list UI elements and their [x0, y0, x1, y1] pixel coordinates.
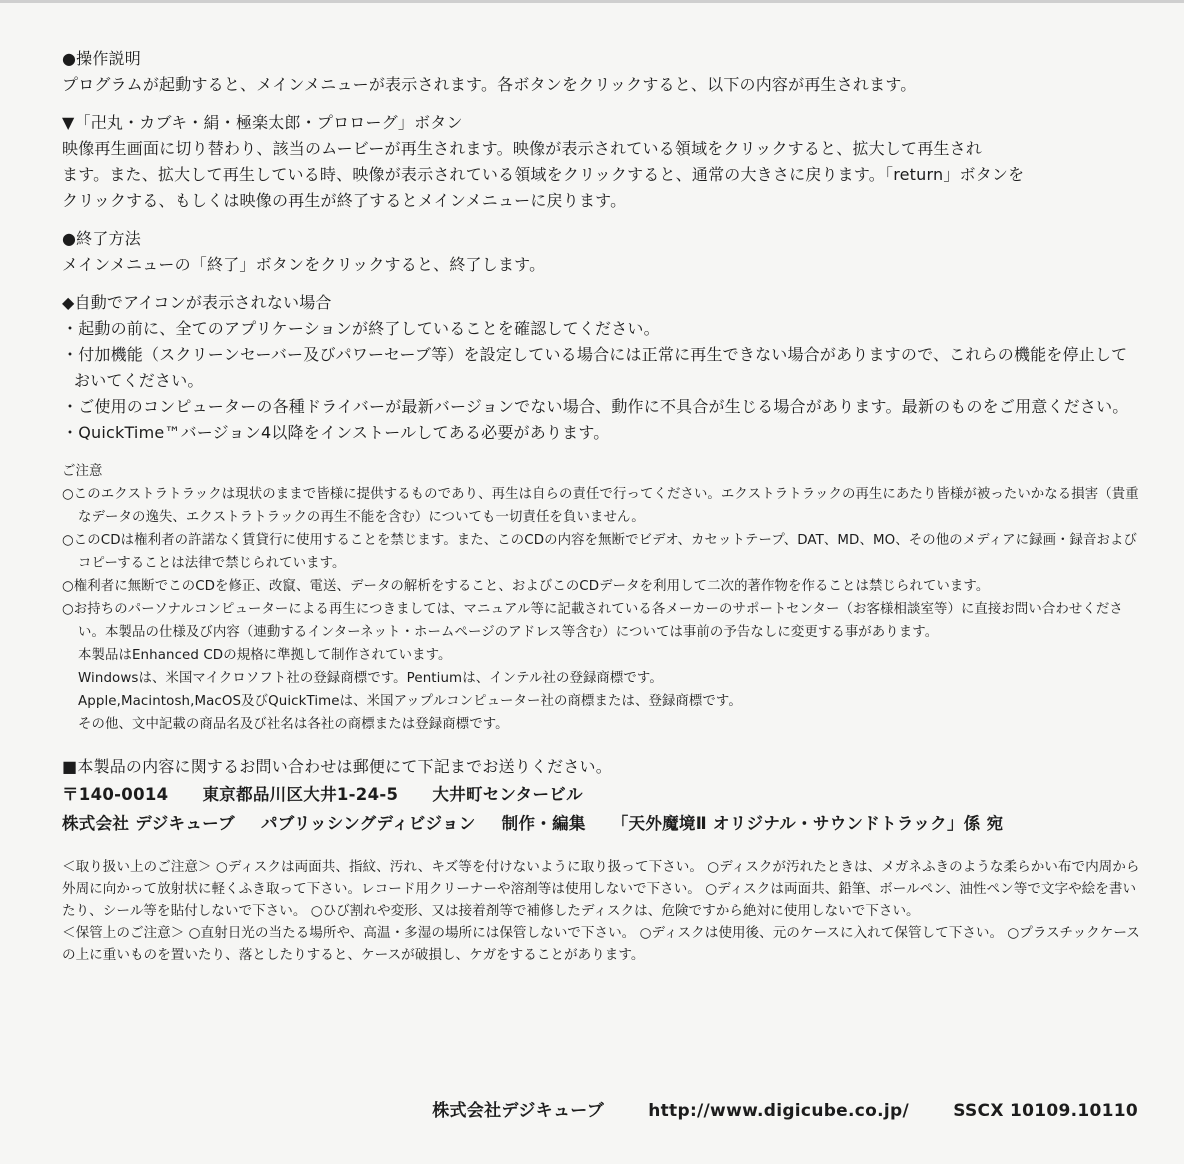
- autorun-item: ・付加機能（スクリーンセーバー及びパワーセーブ等）を設定している場合には正常に再生できない場合がありますので、これらの機能を停止しておいてください。: [62, 345, 1128, 390]
- footer-company: 株式会社デジキューブ: [432, 1101, 604, 1121]
- autorun-item: ・QuickTime™バージョン4以降をインストールしてある必要があります。: [62, 423, 610, 442]
- building-name: 大井町センタービル: [432, 785, 583, 804]
- dept-name: 制作・編集: [501, 814, 586, 833]
- exit-section: [62, 226, 1142, 278]
- scan-top-edge: [0, 0, 1184, 3]
- contact-address-line: [62, 780, 1142, 809]
- notes-item: ○このCDは権利者の許諾なく賃貸行に使用することを禁じます。また、このCDの内容を無断でビデオ、カセットテープ、DAT、MD、MO、その他のメディアに録画・録音およびコピーすることは法律で禁じられています。: [62, 533, 1138, 571]
- storage-notes: ＜保管上のご注意＞ ○直射日光の当たる場所や、高温・多湿の場所には保管しないで下さい。 ○ディスクは使用後、元のケースに入れて保管して下さい。 ○プラスチックケースの上に重いものを置いたり、落としたりすると、ケースが破損し、ケガをすることがあります。: [62, 925, 1140, 963]
- buttons-heading: ▼「卍丸・カブキ・絹・極楽太郎・プロローグ」ボタン: [62, 113, 463, 132]
- contact-heading: ■本製品の内容に関するお問い合わせは郵便にて下記までお送りください。: [62, 757, 612, 776]
- operation-heading: ●操作説明: [62, 49, 141, 68]
- notes-extra-line: Apple,Macintosh,MacOS及びQuickTimeは、米国アップルコンピューター社の商標または、登録商標です。: [78, 694, 742, 709]
- division-name: パブリッシングディビジョン: [260, 814, 476, 833]
- care-section: [62, 856, 1142, 966]
- notes-extra-line: 本製品はEnhanced CDの規格に準拠して制作されています。: [78, 648, 452, 663]
- operation-section: [62, 46, 1142, 98]
- autorun-item: ・起動の前に、全てのアプリケーションが終了していることを確認してください。: [62, 319, 660, 338]
- street-address: 東京都品川区大井1-24-5: [202, 785, 399, 804]
- notes-item: ○お持ちのパーソナルコンピューターによる再生につきましては、マニュアル等に記載されている各メーカーのサポートセンター（お客様相談室等）に直接お問い合わせください。本製品の仕様及び内容（連動するインターネット・ホームページのアドレス等含む）については事前の予告なしに変更する事があります。: [62, 602, 1123, 640]
- notes-heading: ご注意: [62, 464, 103, 479]
- exit-text: メインメニューの「終了」ボタンをクリックすると、終了します。: [62, 255, 546, 274]
- exit-heading: ●終了方法: [62, 229, 141, 248]
- buttons-line: ます。また、拡大して再生している時、映像が表示されている領域をクリックすると、通常の大きさに戻ります。「return」ボタンを: [62, 165, 1025, 184]
- contact-recipient-line: [62, 809, 1142, 838]
- buttons-section: [62, 110, 1142, 214]
- buttons-line: 映像再生画面に切り替わり、該当のムービーが再生されます。映像が表示されている領域をクリックすると、拡大して再生され: [62, 139, 983, 158]
- company-name: 株式会社 デジキューブ: [62, 814, 235, 833]
- liner-notes-page: [62, 46, 1142, 966]
- contact-section: [62, 754, 1142, 838]
- buttons-line: クリックする、もしくは映像の再生が終了するとメインメニューに戻ります。: [62, 191, 627, 210]
- notes-item: ○権利者に無断でこのCDを修正、改竄、電送、データの解析をすること、およびこのCDデータを利用して二次的著作物を作ることは禁じられています。: [62, 579, 990, 594]
- footer: [0, 1096, 1138, 1121]
- autorun-heading: ◆自動でアイコンが表示されない場合: [62, 293, 332, 312]
- notes-item: ○このエクストラトラックは現状のままで皆様に提供するものであり、再生は自らの責任で行ってください。エクストラトラックの再生にあたり皆様が被ったいかなる損害（貴重なデータの逸失、エクストラトラックの再生不能を含む）についても一切責任を負いません。: [62, 487, 1139, 525]
- notes-section: [62, 460, 1142, 736]
- recipient-name: 「天外魔境Ⅱ オリジナル・サウンドトラック」係 宛: [611, 814, 1004, 833]
- operation-text: プログラムが起動すると、メインメニューが表示されます。各ボタンをクリックすると、以下の内容が再生されます。: [62, 75, 917, 94]
- postal-code: 〒140-0014: [62, 785, 169, 804]
- footer-url: http://www.digicube.co.jp/: [648, 1101, 909, 1121]
- notes-extra-line: Windowsは、米国マイクロソフト社の登録商標です。Pentiumは、インテル社の登録商標です。: [78, 671, 663, 686]
- handling-notes: ＜取り扱い上のご注意＞ ○ディスクは両面共、指紋、汚れ、キズ等を付けないように取り扱って下さい。 ○ディスクが汚れたときは、メガネふきのような柔らかい布で内周から外周に向かって放射状に軽くふき取って下さい。レコード用クリーナーや溶剤等は使用しないで下さい。 ○ディスクは両面共、鉛筆、ボールペン、油性ペン等で文字や絵を書いたり、シール等を貼付しないで下さい。 ○ひび割れや変形、又は接着剤等で補修したディスクは、危険ですから絶対に使用しないで下さい。: [62, 859, 1140, 919]
- autorun-item: ・ご使用のコンピューターの各種ドライバーが最新バージョンでない場合、動作に不具合が生じる場合があります。最新のものをご用意ください。: [62, 397, 1129, 416]
- autorun-section: [62, 290, 1142, 446]
- notes-extra-line: その他、文中記載の商品名及び社名は各社の商標または登録商標です。: [78, 717, 509, 732]
- catalog-number: SSCX 10109.10110: [953, 1101, 1138, 1121]
